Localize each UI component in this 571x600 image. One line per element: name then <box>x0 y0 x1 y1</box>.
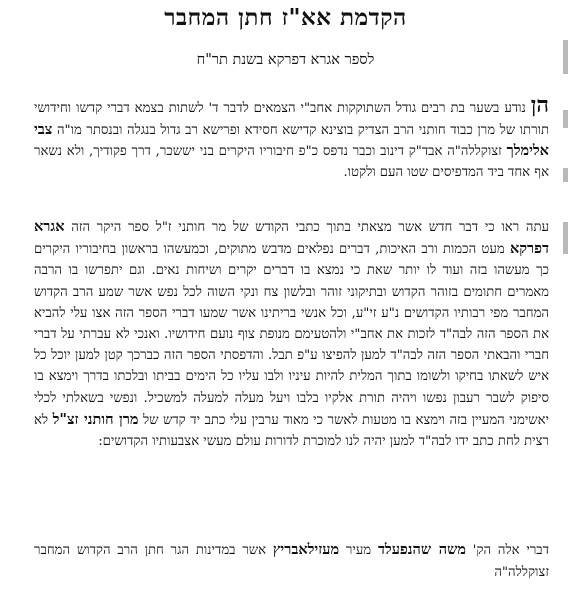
scan-edge-mark <box>563 110 568 128</box>
page-subtitle: לספר אגרא דפרקא בשנת תר"ח <box>196 52 375 68</box>
body-paragraph <box>34 216 549 452</box>
intro-paragraph <box>34 92 549 183</box>
city-name: מעזילאבריץ <box>272 541 340 558</box>
closing-text-c: אשר במדינות הגר חתן הרב הקדוש המחבר זצוקללה"ה <box>34 543 549 580</box>
closing-text-a: דברי אלה הק' <box>465 543 549 558</box>
signer-name: משה שהנפעלד <box>377 541 466 558</box>
closing-text-b: מעיר <box>339 543 378 558</box>
body-text-a: עתה ראו כי דבר חדש אשר מצאתי בתוך כתבי הקודש של מר חותני ז"ל ספר היקר הזה <box>64 220 549 235</box>
page-title: הקדמת אא"ז חתן המחבר <box>164 4 407 31</box>
scan-edge-mark <box>563 222 568 254</box>
book-name: אגרא דפרקא <box>34 218 549 258</box>
intro-text-b: זצוקללה"ה אבד"ק דינוב וכבר נדפס כ"פ חיבוריו היקרים בני יששכר, דרך פקודיך, ולא נשאר אף אחד ביד המדפיסים שטו העם ולקטו. <box>34 144 549 180</box>
scan-edge-mark <box>563 168 568 182</box>
author-name: צבי אלימלך <box>34 120 549 159</box>
body-text-c: לא רצית לחת כתב ידו לבה"ד למען יהיה לנו למוכרת לדורות עולם מעשי אצבעותיו הקדושים: <box>34 412 549 450</box>
rabbi-name: מרן חותני זצ"ל <box>52 410 139 428</box>
drop-word: הן <box>530 92 549 118</box>
closing-paragraph <box>34 539 549 584</box>
intro-text-a: נודע בשער בת רבים גודל השתוקקות אחב"י הצמאים לדבר ד' לשתות בצמא דברי קדשו וחידושי תורתו של מרן כבוד חותני הרב הצדיק בוצינא קדישא חסידא ופרישא רב גדול בנגלה ובנסתר מו"ה <box>34 101 549 138</box>
scan-edge-mark <box>563 40 568 74</box>
body-text-b: מעט הכמות ורב האיכות, דברים נפלאים מדבש מתוקים, וכמעשהו בראשון בחיבוריו היקרים כך מעשהו בזה ועוד לו יותר שאת כי נמצא בו דברים יקרים ושיחות נאים. וגם יתפרשו בו הרבה מאמרים חתומים בזוהר הקדוש ובתיקוני זוהר ובלשון צח ונקי השוה לכל נפש אשר שמע הרב הקדוש המחבר מפי רבותיו הקדושים נ"ע זי"ע, וכל אנשי בריתינו אשר שמעו דברי הספר הזה אצו עלי להביא את הספר הזה לבה"ד לזכות את אחב"י ולהטעימם מנופת צוף נועם חידושיו. ואנכי לא עברתי על דברי חברי והבאתי הספר הזה לבה"ד למען להפיצו ע"פ תבל. והדפסתי הספר הזה כברכך קטן למען יוכל כל איש לשאתו בחיקו ולשומו בתוך המלית להיות עיניו ולבו עליו כל הימים בביתו ובלכתו בדרך וימצא בו סיפוק לשבר רעבון נפשו ויהיה תורת אלקיו בלבו ויעל מעלה למעלה למשכיל. ונפשי בשאלתי לכלי יאשימני המעיין בזה וימצא בו מטעות לאשר כי מאוד ערבין עלי כתב יד קדש של <box>34 242 549 428</box>
